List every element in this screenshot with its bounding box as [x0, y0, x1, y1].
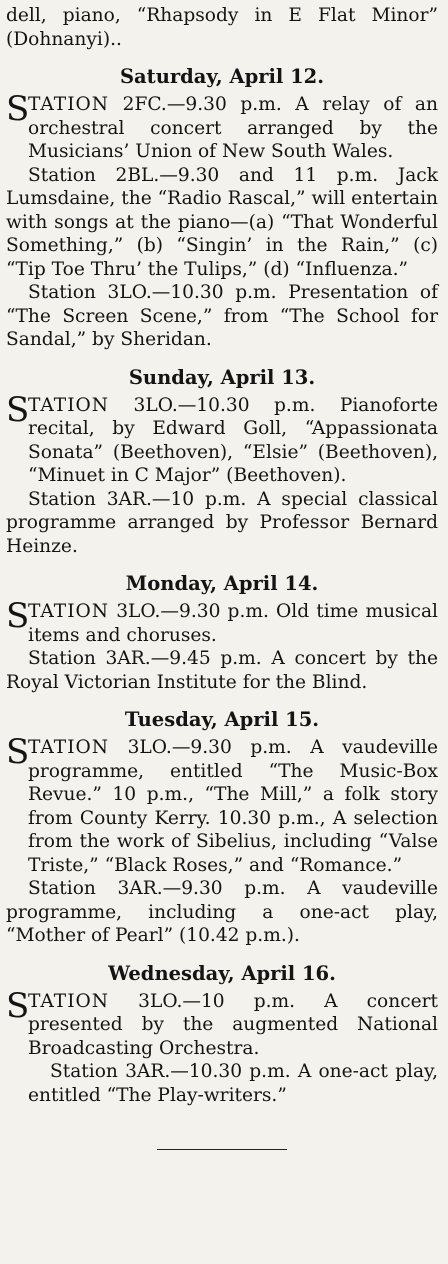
lead-paragraph	[6, 732, 438, 877]
day-heading: Sunday, April 13.	[128, 365, 316, 389]
intro-text: dell, piano, “Rhapsody in E Flat Minor” (Dohnanyi)..	[6, 5, 438, 50]
lead-caps: TATION	[28, 94, 110, 115]
lead-caps: TATION	[28, 737, 110, 758]
lead-text: 3LO.—9.30 p.m. A vaudeville programme, entitled “The Music-Box Revue.” 10 p.m., “The Mill,” a folk story from County Kerry. 10.30 p.m., A selection from the work of Sibelius, including “Valse Triste,” “Black Roses,” and “Romance.”	[28, 737, 438, 876]
day-section-monday	[6, 572, 438, 694]
lead-paragraph	[6, 389, 438, 488]
station-paragraph: Station 3AR.—10.30 p.m. A one-act play, entitled “The Play-writers.”	[28, 1061, 438, 1106]
lead-paragraph	[6, 89, 438, 164]
station-paragraph: Station 3AR.—9.45 p.m. A concert by the Royal Victorian Institute for the Blind.	[6, 648, 438, 693]
lead-text: 2FC.—9.30 p.m. A relay of an orchestral concert arranged by the Musicians’ Union of New South Wales.	[28, 94, 438, 162]
lead-text: 3LO.—9.30 p.m. Old time musical items and choruses.	[28, 601, 438, 646]
end-rule	[157, 1149, 287, 1150]
lead-caps: TATION	[28, 394, 110, 416]
day-section-tuesday	[6, 708, 438, 948]
day-section-wednesday	[6, 962, 438, 1108]
drop-cap: S	[6, 89, 30, 129]
station-paragraph: Station 2BL.—9.30 and 11 p.m. Jack Lumsdaine, the “Radio Rascal,” will entertain with songs at the piano—(a) “That Wonderful Something,” (b) “Singin’ in the Rain,” (c) “Tip Toe Thru’ the Tulips,” (d) “Influenza.”	[6, 164, 438, 280]
lead-caps: TATION	[28, 990, 110, 1012]
drop-cap: S	[6, 389, 30, 430]
lead-paragraph	[6, 596, 438, 647]
day-heading: Saturday, April 12.	[119, 65, 325, 88]
day-heading: Tuesday, April 15.	[124, 708, 320, 731]
drop-cap: S	[6, 596, 30, 636]
lead-caps: TATION	[28, 601, 110, 622]
station-paragraph: Station 3LO.—10.30 p.m. Presentation of “The Screen Scene,” from “The School for Sandal,” by Sheridan.	[6, 282, 438, 350]
lead-text: 3LO.—10 p.m. A concert presented by the augmented National Broadcasting Orchestra.	[28, 990, 438, 1059]
drop-cap: S	[6, 732, 30, 772]
station-paragraph: Station 3AR.—9.30 p.m. A vaudeville programme, including a one-act play, “Mother of Pearl” (10.42 p.m.).	[6, 878, 438, 946]
day-heading: Wednesday, April 16.	[108, 961, 336, 985]
lead-text: 3LO.—10.30 p.m. Pianoforte recital, by Edward Goll, “Appassionata Sonata” (Beethoven), “Elsie” (Beethoven), “Minuet in C Major” (Beethoven).	[28, 394, 438, 486]
day-section-sunday	[6, 366, 438, 559]
day-heading: Monday, April 14.	[125, 572, 319, 595]
lead-paragraph	[6, 985, 438, 1061]
day-section-saturday	[6, 65, 438, 352]
station-paragraph: Station 3AR.—10 p.m. A special classical programme arranged by Professor Bernard Heinze.	[6, 488, 438, 557]
drop-cap: S	[6, 985, 30, 1026]
